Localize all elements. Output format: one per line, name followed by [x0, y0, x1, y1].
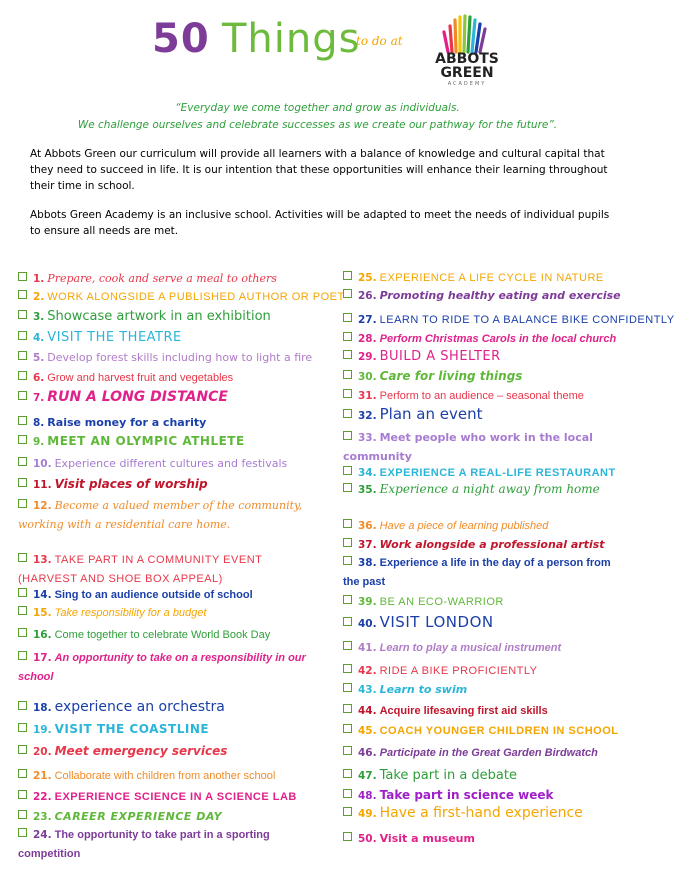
checkbox-icon[interactable]	[18, 588, 27, 597]
item-number: 38.	[358, 557, 377, 569]
checklist-item[interactable]	[343, 268, 604, 287]
checklist-item[interactable]	[343, 310, 675, 329]
quote-line2: We challenge ourselves and celebrate successes as we create our pathway for the future”.	[77, 119, 558, 131]
item-number: 33.	[358, 432, 377, 444]
item-text: TAKE PART IN A COMMUNITY EVENT (HARVEST AND SHOE BOX APPEAL)	[18, 554, 263, 585]
checkbox-icon[interactable]	[18, 628, 27, 637]
checkbox-icon[interactable]	[18, 745, 27, 754]
checklist-item[interactable]	[343, 661, 538, 680]
item-text: Come together to celebrate World Book Day	[54, 629, 271, 641]
checkbox-icon[interactable]	[18, 290, 27, 299]
checklist-item[interactable]	[18, 720, 209, 739]
item-text: VISIT LONDON	[379, 613, 494, 631]
item-number: 36.	[358, 520, 377, 532]
checkbox-icon[interactable]	[343, 641, 352, 650]
item-number: 13.	[33, 554, 52, 566]
item-text: Have a first-hand experience	[379, 805, 583, 821]
checklist-item[interactable]	[18, 550, 318, 588]
item-text: Collaborate with children from another school	[54, 770, 276, 782]
item-text: Grow and harvest fruit and vegetables	[47, 372, 234, 384]
item-text: Take responsibility for a budget	[54, 607, 207, 619]
item-text: Visit places of worship	[54, 477, 208, 491]
checkbox-icon[interactable]	[18, 310, 27, 319]
checkbox-icon[interactable]	[343, 409, 352, 418]
checklist-item[interactable]	[18, 603, 206, 622]
item-text: Learn to swim	[379, 683, 468, 696]
item-number: 47.	[358, 770, 377, 782]
checkbox-icon[interactable]	[343, 789, 352, 798]
checkbox-icon[interactable]	[343, 556, 352, 565]
checkbox-icon[interactable]	[18, 351, 27, 360]
header	[0, 0, 635, 95]
checklist-item[interactable]	[343, 786, 554, 805]
item-text: Showcase artwork in an exhibition	[47, 309, 271, 324]
checkbox-icon[interactable]	[343, 807, 352, 816]
item-text: Care for living things	[379, 369, 523, 383]
item-text: Sing to an audience outside of school	[54, 589, 253, 601]
item-text: EXPERIENCE A LIFE CYCLE IN NATURE	[379, 272, 604, 284]
item-number: 48.	[358, 790, 377, 802]
checkbox-icon[interactable]	[343, 350, 352, 359]
checklist-item[interactable]	[18, 625, 270, 644]
logo-line1: ABBOTS	[435, 51, 499, 67]
item-number: 35.	[358, 484, 377, 496]
item-text: Perform to an audience – seasonal theme	[379, 390, 584, 402]
item-text: VISIT THE THEATRE	[47, 330, 182, 345]
checkbox-icon[interactable]	[18, 701, 27, 710]
checkbox-icon[interactable]	[343, 431, 352, 440]
item-text: Learn to play a musical instrument	[379, 642, 562, 654]
item-text: Take part in science week	[379, 788, 554, 802]
checkbox-icon[interactable]	[18, 331, 27, 340]
item-number: 11.	[33, 479, 52, 491]
item-number: 26.	[358, 290, 377, 302]
motto-quote	[40, 100, 595, 134]
item-text: Experience a night away from home	[379, 482, 600, 496]
checklist-item[interactable]	[343, 386, 584, 405]
checkbox-icon[interactable]	[343, 466, 352, 475]
item-text: RIDE A BIKE PROFICIENTLY	[379, 665, 538, 677]
item-number: 50.	[358, 833, 377, 845]
checklist-item[interactable]	[343, 480, 613, 499]
item-text: Meet people who work in the local community	[343, 431, 593, 463]
item-text: Meet emergency services	[54, 744, 228, 758]
checklist-item[interactable]	[343, 592, 504, 611]
item-text: Acquire lifesaving first aid skills	[379, 705, 548, 717]
checklist-item[interactable]	[343, 286, 621, 305]
item-number: 21.	[33, 770, 52, 782]
item-number: 20.	[33, 746, 52, 758]
checklist-item[interactable]	[18, 287, 345, 306]
item-number: 27.	[358, 314, 377, 326]
item-number: 39.	[358, 596, 377, 608]
item-number: 40.	[358, 618, 377, 630]
item-text: CAREER EXPERIENCE DAY	[54, 810, 223, 823]
checkbox-icon[interactable]	[18, 651, 27, 660]
checkbox-icon[interactable]	[343, 832, 352, 841]
item-number: 9.	[33, 436, 45, 448]
item-number: 45.	[358, 725, 377, 737]
inclusion-paragraph: Abbots Green Academy is an inclusive school. Activities will be adapted to meet the needs of individual pupils to ensure all needs are met.	[30, 209, 610, 237]
item-text: Visit a museum	[379, 832, 475, 845]
checkbox-icon[interactable]	[343, 724, 352, 733]
checkbox-icon[interactable]	[343, 289, 352, 298]
item-number: 16.	[33, 629, 52, 641]
checklist-item[interactable]	[343, 329, 616, 348]
item-text: LEARN TO RIDE TO A BALANCE BIKE CONFIDENTLY	[379, 314, 675, 326]
title-word: Things	[222, 16, 361, 62]
item-number: 37.	[358, 539, 377, 551]
checklist-item[interactable]	[18, 328, 182, 347]
item-number: 46.	[358, 747, 377, 759]
item-number: 49.	[358, 808, 377, 820]
item-number: 19.	[33, 724, 52, 736]
checklist-item[interactable]	[343, 680, 467, 699]
item-text: BE AN ECO-WARRIOR	[379, 596, 504, 608]
checkbox-icon[interactable]	[18, 457, 27, 466]
checkbox-icon[interactable]	[18, 371, 27, 380]
item-number: 41.	[358, 642, 377, 654]
checkbox-icon[interactable]	[18, 478, 27, 487]
item-number: 14.	[33, 589, 52, 601]
item-text: Work alongside a professional artist	[379, 538, 605, 551]
checklist-item[interactable]	[343, 743, 598, 762]
item-number: 4.	[33, 332, 45, 344]
item-number: 25.	[358, 272, 377, 284]
item-number: 22.	[33, 791, 52, 803]
checklist-item[interactable]	[343, 721, 618, 740]
item-number: 8.	[33, 417, 45, 429]
checklist-item[interactable]	[18, 766, 275, 785]
checkbox-icon[interactable]	[18, 391, 27, 400]
item-text: BUILD A SHELTER	[379, 349, 501, 364]
checkbox-icon[interactable]	[343, 595, 352, 604]
item-number: 29.	[358, 351, 377, 363]
checklist-item[interactable]	[343, 367, 522, 386]
checklist-item[interactable]	[343, 638, 561, 657]
checklist-item[interactable]	[18, 432, 245, 451]
item-number: 5.	[33, 352, 45, 364]
item-number: 2.	[33, 291, 45, 303]
checklist-item[interactable]	[343, 829, 475, 848]
item-number: 43.	[358, 684, 377, 696]
logo-line2: GREEN	[440, 65, 494, 81]
checkbox-icon[interactable]	[343, 389, 352, 398]
checklist-item[interactable]	[18, 825, 308, 863]
checklist-item[interactable]	[18, 585, 253, 604]
checkbox-icon[interactable]	[343, 538, 352, 547]
item-text: An opportunity to take on a responsibility in our school	[18, 652, 306, 683]
checklist-item[interactable]	[18, 787, 297, 806]
item-text: Participate in the Great Garden Birdwatch	[379, 747, 598, 759]
logo-line3: ACADEMY	[447, 81, 487, 87]
intro-paragraph: At Abbots Green our curriculum will provide all learners with a balance of knowledge and cultural capital that they need to succeed in life. It is our intention that these opportunities will enhance their learning throughout their time in school.	[30, 148, 608, 192]
checklist-item[interactable]	[18, 807, 222, 826]
item-number: 32.	[358, 410, 377, 422]
item-number: 23.	[33, 811, 52, 823]
item-text: EXPERIENCE SCIENCE IN A SCIENCE LAB	[54, 791, 297, 803]
checkbox-icon[interactable]	[18, 810, 27, 819]
item-number: 44.	[358, 705, 377, 717]
checklist-item[interactable]	[18, 454, 287, 473]
checklist-item[interactable]	[18, 648, 308, 686]
checkbox-icon[interactable]	[343, 683, 352, 692]
checklist-item[interactable]	[343, 701, 548, 720]
checkbox-icon[interactable]	[18, 553, 27, 562]
item-text: The opportunity to take part in a sporting competition	[18, 829, 270, 860]
checklist-item[interactable]	[18, 496, 308, 534]
checkbox-icon[interactable]	[343, 746, 352, 755]
checkbox-icon[interactable]	[343, 332, 352, 341]
checklist-item[interactable]	[343, 766, 517, 785]
checkbox-icon[interactable]	[18, 435, 27, 444]
item-text: Raise money for a charity	[47, 416, 207, 429]
item-number: 3.	[33, 311, 45, 323]
item-text: VISIT THE COASTLINE	[54, 722, 210, 736]
checklist-item[interactable]	[343, 804, 583, 823]
checkbox-icon[interactable]	[18, 828, 27, 837]
checklist-item[interactable]	[343, 553, 623, 591]
checklist-item[interactable]	[18, 368, 233, 387]
item-text: Have a piece of learning published	[379, 520, 549, 532]
item-text: RUN A LONG DISTANCE	[47, 389, 228, 405]
checkbox-icon[interactable]	[18, 606, 27, 615]
checklist-item[interactable]	[18, 307, 271, 326]
checkbox-icon[interactable]	[343, 271, 352, 280]
quote-line1: “Everyday we come together and grow as individuals.	[175, 102, 460, 114]
item-text: Take part in a debate	[379, 768, 517, 783]
item-text: Promoting healthy eating and exercise	[379, 289, 621, 302]
checkbox-icon[interactable]	[343, 704, 352, 713]
academy-logo	[428, 14, 506, 90]
checklist-item[interactable]	[18, 475, 208, 494]
checkbox-icon[interactable]	[343, 370, 352, 379]
item-number: 1.	[33, 273, 45, 285]
item-text: Prepare, cook and serve a meal to others	[47, 272, 277, 285]
checkbox-icon[interactable]	[343, 483, 352, 492]
item-text: Perform Christmas Carols in the local church	[379, 333, 617, 345]
checklist-item[interactable]	[343, 535, 605, 554]
checklist-item[interactable]	[18, 413, 206, 432]
item-number: 18.	[33, 702, 52, 714]
item-text: EXPERIENCE A REAL-LIFE RESTAURANT	[379, 467, 616, 479]
item-number: 7.	[33, 392, 45, 404]
checkbox-icon[interactable]	[343, 313, 352, 322]
checkbox-icon[interactable]	[18, 272, 27, 281]
checklist-item[interactable]	[343, 347, 501, 366]
item-text: WORK ALONGSIDE A PUBLISHED AUTHOR OR POET	[47, 291, 345, 303]
checkbox-icon[interactable]	[18, 499, 27, 508]
checkbox-icon[interactable]	[343, 617, 352, 626]
item-number: 10.	[33, 458, 52, 470]
item-number: 6.	[33, 372, 45, 384]
item-number: 15.	[33, 607, 52, 619]
checkbox-icon[interactable]	[18, 416, 27, 425]
title-suffix: to do at	[356, 34, 403, 48]
checklist-item[interactable]	[18, 269, 277, 288]
item-number: 30.	[358, 371, 377, 383]
checkbox-icon[interactable]	[18, 769, 27, 778]
checkbox-icon[interactable]	[343, 519, 352, 528]
item-text: experience an orchestra	[54, 699, 225, 715]
item-text: Plan an event	[379, 405, 483, 423]
checklist-item[interactable]	[343, 613, 494, 633]
checklist-item[interactable]	[343, 428, 618, 466]
checklist-item[interactable]	[18, 698, 225, 717]
item-number: 34.	[358, 467, 377, 479]
checklist-item[interactable]	[343, 405, 482, 425]
checklist-item[interactable]	[18, 388, 228, 407]
title-number: 50	[152, 16, 210, 62]
item-number: 28.	[358, 333, 377, 345]
item-number: 17.	[33, 652, 52, 664]
item-text: Develop forest skills including how to light a fire	[47, 351, 313, 364]
item-text: Become a valued member of the community, working with a residential care home.	[18, 499, 303, 531]
checkbox-icon[interactable]	[343, 769, 352, 778]
checklist-item[interactable]	[18, 742, 227, 761]
item-text: COACH YOUNGER CHILDREN IN SCHOOL	[379, 725, 619, 737]
item-number: 24.	[33, 829, 52, 841]
item-number: 31.	[358, 390, 377, 402]
item-number: 42.	[358, 665, 377, 677]
checklist-item[interactable]	[18, 348, 312, 367]
checkbox-icon[interactable]	[18, 790, 27, 799]
hands-logo-icon	[428, 14, 506, 54]
item-text: Experience different cultures and festivals	[54, 457, 288, 470]
item-text: Experience a life in the day of a person from the past	[343, 557, 611, 588]
item-number: 12.	[33, 500, 52, 512]
item-text: MEET AN OLYMPIC ATHLETE	[47, 434, 245, 448]
checkbox-icon[interactable]	[18, 723, 27, 732]
checkbox-icon[interactable]	[343, 664, 352, 673]
checklist-item[interactable]	[343, 516, 548, 535]
